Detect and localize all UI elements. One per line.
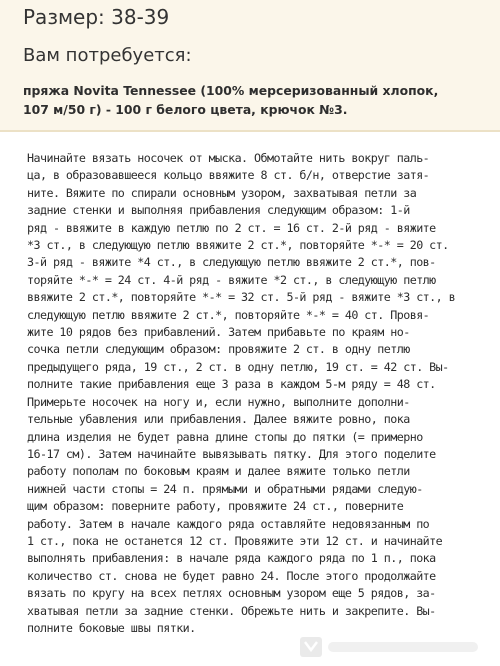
instruction-line: торяйте *-* = 24 ст. 4-й ряд - вяжите *2 ст., в следующую петлю	[27, 272, 436, 287]
instruction-line: Начинайте вязать носочек от мыска. Обмотайте нить вокруг паль-	[27, 151, 430, 165]
instruction-line: 3-й ряд - вяжите *4 ст., в следующую петлю ввяжите 2 ст.*, пов-	[27, 255, 436, 270]
instruction-line: полните такие прибавления еще 3 раза в каждом 5-м ряду = 48 ст.	[27, 377, 436, 392]
instruction-line: нижней части стопы = 24 п. прямыми и обратными рядами следую-	[27, 481, 423, 496]
watermark-logo	[300, 634, 490, 660]
instruction-line: 16-17 см). Затем начинайте вывязывать пятку. Для этого поделите	[27, 446, 436, 461]
instruction-line: тельные убавления или прибавления. Далее вяжите ровно, пока	[27, 412, 410, 427]
instruction-line: хватывая петли за задние стенки. Обрежьте нить и закрепите. Вы-	[27, 603, 436, 618]
instruction-line: полните боковые швы пятки.	[27, 620, 196, 635]
size-heading: Размер: 38-39	[23, 5, 170, 29]
instruction-line: щим образом: поверните работу, провяжите 24 ст., поверните	[27, 499, 404, 514]
instruction-line: задние стенки и выполняя прибавления следующим образом: 1-й	[27, 203, 410, 218]
instruction-line: ните. Вяжите по спирали основным узором, захватывая петли за	[27, 185, 417, 200]
materials-heading: Вам потребуется:	[23, 45, 192, 66]
header-panel	[0, 0, 500, 132]
materials-line: пряжа Novita Tennessee (100% мерсеризованный хлопок,	[23, 83, 439, 98]
instruction-line: ряд - ввяжите в каждую петлю по 2 ст. = 16 ст. 2-й ряд - вяжите	[27, 220, 436, 235]
instruction-line: следующую петлю ввяжите 2 ст.*, повторяйте *-* = 40 ст. Провя-	[27, 307, 430, 322]
instruction-line: вязать по кругу на всех петлях основным узором еще 5 рядов, за-	[27, 586, 436, 601]
materials-line: 107 м/50 г) - 100 г белого цвета, крючок №3.	[23, 102, 348, 117]
instruction-line: сочка петли следующим образом: провяжите 2 ст. в одну петлю	[27, 342, 410, 357]
instruction-line: работу. Затем в начале каждого ряда оставляйте недовязанным по	[27, 516, 430, 531]
instruction-line: длина изделия не будет равна длине стопы до пятки (= примерно	[27, 429, 423, 444]
instruction-line: выполнять прибавления: в начале ряда каждого ряда по 1 п., пока	[27, 551, 436, 566]
instruction-line: ввяжите 2 ст.*, повторяйте *-* = 32 ст. 5-й ряд - вяжите *3 ст., в	[27, 290, 456, 305]
instruction-line: жите 10 рядов без прибавлений. Затем прибавьте по краям но-	[27, 325, 410, 340]
materials-text	[23, 81, 493, 119]
instruction-line: количество ст. снова не будет равно 24. После этого продолжайте	[27, 568, 436, 583]
instruction-line: ца, в образовавшееся кольцо ввяжите 8 ст. б/н, отверстие затя-	[27, 168, 430, 183]
instruction-line: 1 ст., пока не останется 12 ст. Провяжите эти 12 ст. и начинайте	[27, 533, 443, 548]
instruction-line: *3 ст., в следующую петлю ввяжите 2 ст.*, повторяйте *-* = 20 ст.	[27, 238, 449, 253]
instructions-text	[27, 150, 497, 637]
instruction-line: предыдущего ряда, 19 ст., 2 ст. в одну петлю, 19 ст. = 42 ст. Вы-	[27, 359, 449, 374]
instruction-line: Примерьте носочек на ногу и, если нужно, выполните дополни-	[27, 394, 410, 409]
instruction-line: работу пополам по боковым краям и далее вяжите только петли	[27, 464, 410, 479]
